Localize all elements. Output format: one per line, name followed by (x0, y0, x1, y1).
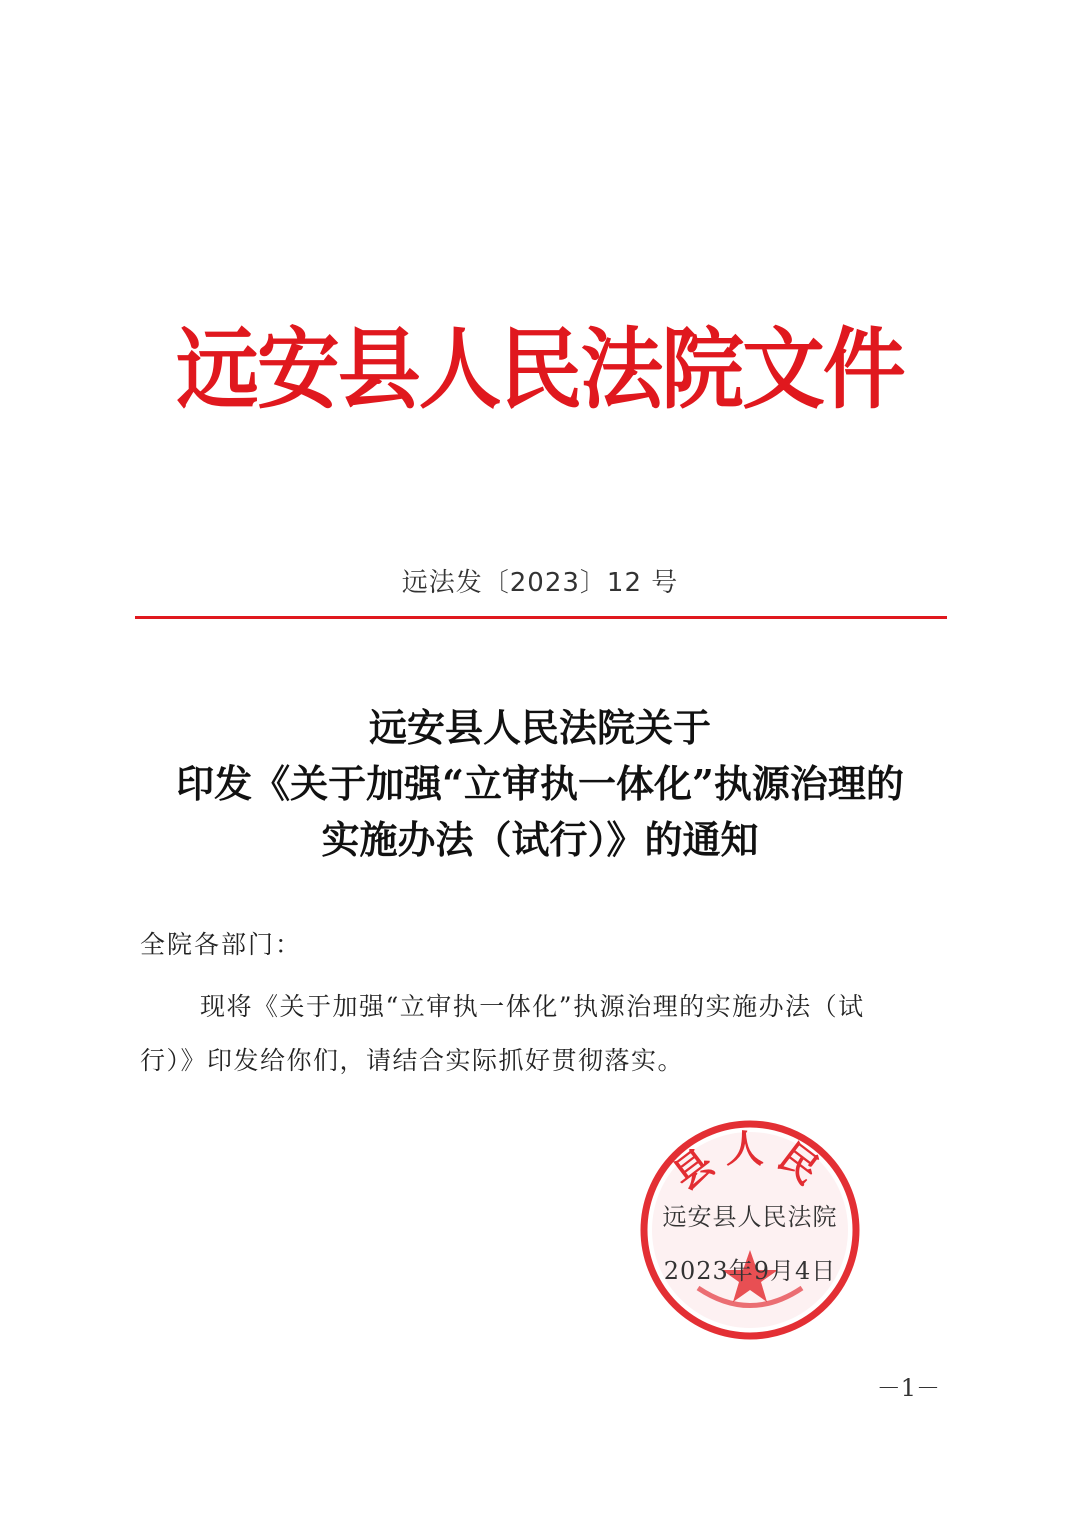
notice-title-line-2: 印发《关于加强“立审执一体化”执源治理的 (176, 761, 904, 806)
signature-block (640, 1190, 860, 1298)
salutation: 全院各部门： (140, 930, 303, 959)
notice-title-line-3: 实施办法（试行）》的通知 (321, 817, 759, 862)
red-divider (135, 616, 947, 619)
notice-title-line-1: 远安县人民法院关于 (368, 705, 711, 750)
seal-text: 县人民 (664, 1126, 836, 1199)
signature-org: 远安县人民法院 (662, 1203, 838, 1231)
document-number: 远法发〔2023〕12 号 (401, 568, 679, 598)
notice-title (120, 700, 960, 868)
page-number: －1－ (876, 1374, 940, 1402)
body-paragraph (140, 980, 950, 1088)
body-line-2: 行）》印发给你们，请结合实际抓好贯彻落实。 (140, 1046, 685, 1075)
document-header-title: 远安县人民法院文件 (176, 317, 904, 421)
body-line-1: 现将《关于加强“立审执一体化”执源治理的实施办法（试 (200, 992, 865, 1021)
signature-date: 2023年9月4日 (663, 1257, 837, 1285)
